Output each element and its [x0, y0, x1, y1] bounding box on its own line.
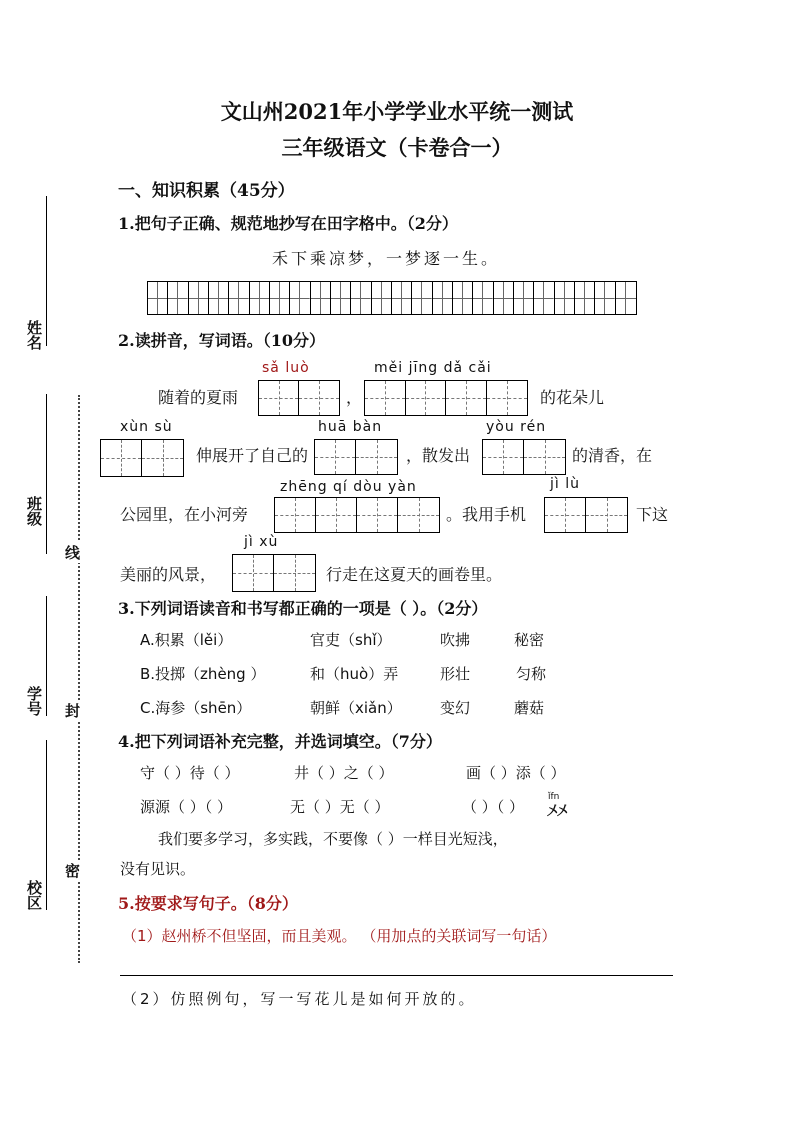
name-label: 姓名 — [25, 320, 43, 350]
seal-feng: 封 — [62, 700, 83, 721]
q1-grid-cell[interactable] — [616, 282, 636, 314]
q1-grid-cell[interactable] — [331, 282, 351, 314]
q4-row2-b[interactable]: 无（ ）无（ ） — [290, 798, 390, 816]
pinyin-xun-su: xùn sù — [120, 419, 173, 435]
q3-option-a-4: 秘密 — [514, 631, 545, 649]
answer-grid-sa-luo[interactable] — [258, 380, 340, 416]
q3-option-b-3: 形壮 — [440, 665, 471, 683]
q1-grid-cell[interactable] — [555, 282, 575, 314]
q4-row1-a[interactable]: 守（ ）待（ ） — [140, 764, 240, 782]
pinyin-sa-luo: sǎ luò — [262, 360, 310, 376]
q5-sub1: （1）赵州桥不但坚固，而且美观。 （用加点的关联词写一句话） — [122, 927, 557, 945]
q3-option-a-3: 吹拂 — [440, 631, 471, 649]
q2-line3-b: 。我用手机 — [446, 505, 527, 524]
q2-line1-comma: ， — [346, 388, 363, 407]
q3-number: 3. — [118, 599, 135, 618]
q4-sentence-b: 没有见识。 — [120, 860, 196, 878]
q3-option-b-1[interactable]: B.投掷（zhèng ） — [140, 665, 266, 683]
q3-prompt — [118, 596, 487, 619]
q1-writing-grid[interactable] — [147, 281, 637, 315]
q1-sentence: 禾下乘凉梦，一梦逐一生。 — [272, 249, 501, 268]
class-label: 班级 — [25, 496, 43, 526]
school-label: 校区 — [25, 880, 43, 910]
q2-line3-a: 公园里，在小河旁 — [120, 505, 249, 524]
q1-grid-cell[interactable] — [168, 282, 188, 314]
q5-number: 5. — [118, 894, 135, 913]
q1-grid-cell[interactable] — [372, 282, 392, 314]
student-id-line — [46, 596, 47, 716]
q1-grid-cell[interactable] — [392, 282, 412, 314]
q1-number: 1. — [118, 214, 135, 233]
q3-option-c-2: 朝鲜（xiǎn） — [310, 699, 402, 717]
q3-option-c-4: 蘑菇 — [514, 699, 545, 717]
q2-line4-b: 行走在这夏天的画卷里。 — [326, 565, 503, 584]
pinyin-zheng-qi: zhēng qí dòu yàn — [280, 479, 417, 495]
q3-option-c-1[interactable]: C.海参（shēn） — [140, 699, 252, 717]
seal-xian: 线 — [62, 542, 83, 563]
q1-grid-cell[interactable] — [148, 282, 168, 314]
q1-prompt — [118, 211, 458, 234]
q1-grid-cell[interactable] — [209, 282, 229, 314]
q1-grid-cell[interactable] — [473, 282, 493, 314]
q3-text: 下列词语读音和书写都正确的一项是（ ）。（2分） — [134, 599, 488, 618]
pinyin-you-ren: yòu rén — [486, 419, 547, 435]
q1-grid-cell[interactable] — [290, 282, 310, 314]
q2-line3-c: 下这 — [636, 505, 669, 524]
q1-grid-cell[interactable] — [514, 282, 534, 314]
q5-sub2: （2）仿照例句，写一写花儿是如何开放的。 — [122, 990, 477, 1008]
q1-grid-cell[interactable] — [412, 282, 432, 314]
name-line — [46, 196, 47, 346]
q1-grid-cell[interactable] — [250, 282, 270, 314]
pinyin-ji-xu: jì xù — [244, 534, 279, 550]
answer-grid-ji-lu[interactable] — [544, 497, 628, 533]
q3-option-a-1[interactable]: A.积累（lěi） — [140, 631, 233, 649]
q1-grid-cell[interactable] — [351, 282, 371, 314]
q1-grid-cell[interactable] — [189, 282, 209, 314]
q4-glyph-icon: 〤〤 — [546, 804, 567, 819]
q2-prompt — [118, 328, 325, 351]
answer-grid-zheng-qi[interactable] — [274, 497, 440, 533]
q4-glyph-pinyin: ǐfn — [548, 792, 560, 802]
answer-grid-you-ren[interactable] — [482, 439, 566, 475]
q2-line2-a: 伸展开了自己的 — [196, 446, 309, 465]
q4-row1-b[interactable]: 井（ ）之（ ） — [294, 764, 394, 782]
q1-grid-cell[interactable] — [270, 282, 290, 314]
q4-text: 把下列词语补充完整，并选词填空。（7分） — [134, 732, 442, 751]
q3-option-a-2: 官吏（shǐ） — [310, 631, 392, 649]
answer-grid-ji-xu[interactable] — [232, 554, 316, 592]
q4-prompt — [118, 729, 442, 752]
q1-grid-cell[interactable] — [595, 282, 615, 314]
q1-grid-cell[interactable] — [311, 282, 331, 314]
q2-line1-a: 随着的夏雨 — [158, 388, 239, 407]
class-line — [46, 394, 47, 554]
q1-text: 把句子正确、规范地抄写在田字格中。（2分） — [134, 214, 458, 233]
pinyin-hua-ban: huā bàn — [318, 419, 383, 435]
q1-grid-cell[interactable] — [229, 282, 249, 314]
q1-grid-cell[interactable] — [534, 282, 554, 314]
q3-option-b-4: 匀称 — [516, 665, 547, 683]
seal-mi: 密 — [62, 860, 83, 881]
answer-grid-mei-jing[interactable] — [364, 380, 528, 416]
page-title: 文山州2021年小学学业水平统一测试 — [220, 99, 574, 124]
pinyin-ji-lu: jì lù — [550, 476, 580, 492]
q4-row1-c[interactable]: 画（ ）添（ ） — [466, 764, 566, 782]
q2-line2-b: ，散发出 — [406, 446, 471, 465]
q1-grid-cell[interactable] — [433, 282, 453, 314]
q5-answer-line[interactable] — [120, 975, 673, 976]
q4-sentence-a: 我们要多学习，多实践，不要像（ ）一样目光短浅， — [158, 830, 508, 848]
pinyin-mei-jing: měi jīng dǎ cǎi — [374, 360, 492, 376]
q2-text: 读拼音，写词语。（10分） — [134, 331, 325, 350]
q1-grid-cell[interactable] — [575, 282, 595, 314]
section-heading: 一、知识积累（45分） — [118, 181, 295, 201]
school-line — [46, 740, 47, 910]
student-id-label: 学号 — [25, 686, 43, 716]
page-subtitle: 三年级语文（卡卷合一） — [281, 135, 513, 160]
q1-grid-cell[interactable] — [453, 282, 473, 314]
answer-grid-xun-su[interactable] — [100, 439, 184, 477]
q2-line2-c: 的清香，在 — [572, 446, 653, 465]
q4-row2-a[interactable]: 源源（ ）（ ） — [140, 798, 233, 816]
answer-grid-hua-ban[interactable] — [314, 439, 398, 475]
q2-number: 2. — [118, 331, 135, 350]
q1-grid-cell[interactable] — [494, 282, 514, 314]
q2-line1-b: 的花朵儿 — [540, 388, 605, 407]
q5-prompt — [118, 891, 298, 914]
q4-number: 4. — [118, 732, 135, 751]
q3-option-b-2: 和（huò）弄 — [310, 665, 399, 683]
q3-option-c-3: 变幻 — [440, 699, 471, 717]
q5-text: 按要求写句子。（8分） — [134, 894, 298, 913]
q2-line4-a: 美丽的风景， — [120, 565, 217, 584]
q4-row2-c[interactable]: （ ）（ ） — [462, 798, 525, 816]
